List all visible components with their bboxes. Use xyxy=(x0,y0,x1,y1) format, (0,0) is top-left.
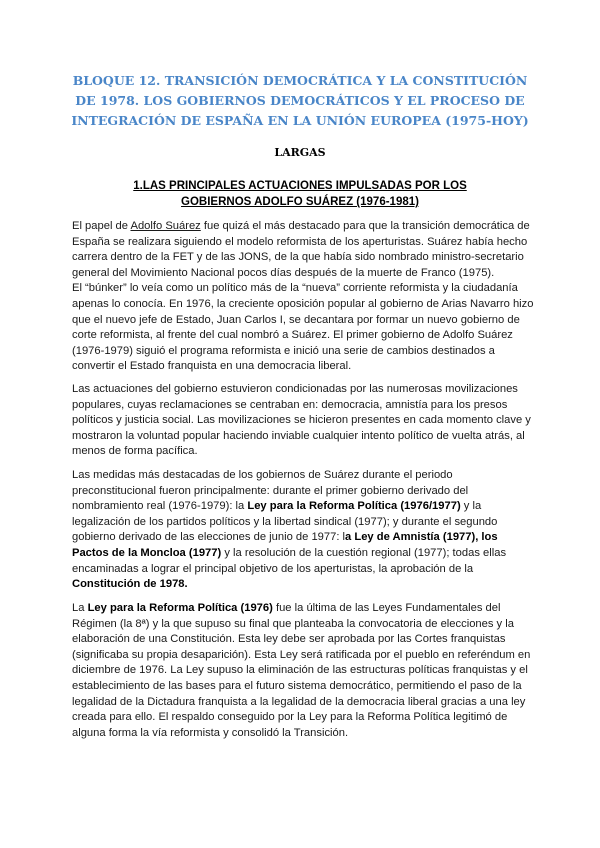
p3-bold-ley-reforma: Ley para la Reforma Política (1976/1977) xyxy=(247,500,461,513)
p3-text-a: Las medidas más destacadas de los gobiernos de Suárez durante el periodo preconstitucional fueron principalmente: durante el primer gobierno derivado del nombramiento real (1976-1979): la xyxy=(72,469,469,513)
p3-text-c: y la legalización de los partidos políticos y la libertad sindical (1977); y durante el segundo gobierno derivado de las elecciones de junio de 1977: l xyxy=(72,500,498,544)
paragraph-4 xyxy=(72,601,534,741)
p4-text-a: La xyxy=(72,602,88,614)
paragraph-2: Las actuaciones del gobierno estuvieron condicionadas por las numerosas movilizaciones populares, cuyas reclamaciones se centraban en: democracia, amnistía para los presos políticos y justicia social. Las movilizaciones se hicieron presentes en cada momento clave y mostraron la voluntad popular haciendo inviable cualquier intento político de vuelta atrás, al menos de forma pacífica. xyxy=(72,383,531,458)
adolfo-suarez-link[interactable]: Adolfo Suárez xyxy=(130,220,201,232)
p3-bold-amnistia-pactos: a Ley de Amnistía (1977), los Pactos de la Moncloa (1977) xyxy=(72,531,498,559)
p3-bold-constitucion: Constitución de 1978. xyxy=(72,578,188,591)
paragraph-1 xyxy=(72,219,534,375)
p1-text-a: El papel de xyxy=(72,220,131,232)
p4-text-c: fue la última de las Leyes Fundamentales del Régimen (la 8ª) y la que supuso su final que planteaba la convocatoria de elecciones y la elaboración de una Constitución. Esta ley debe ser aprobada por las Cortes franquistas (significaba su propia desaparición). Esta Ley será ratificada por el pueblo en referéndum en diciembre de 1976. La Ley supuso la eliminación de las estructuras políticas franquistas y el establecimiento de las bases para el futuro sistema democrático, permitiendo el paso de la legalidad de la Dictadura franquista a la legalidad de la democracia liberal gracias a una ley creada para ello. El respaldo conseguido por la Ley para la Reforma Política legitimó de alguna forma la vía reformista y consolidó la Transición. xyxy=(72,602,531,739)
paragraph-3 xyxy=(72,468,534,593)
p1-text-c: El “búnker” lo veía como un político más de la “nueva” corriente reformista y la ciudadanía apenas lo conocía. En 1976, la creciente oposición popular al gobierno de Arias Navarro hizo que el nuevo jefe de Estado, Juan Carlos I, se decantara por formar un nuevo gobierno de corte reformista, al frente del cual nombró a Suárez. El primer gobierno de Adolfo Suárez (1976-1979) siguió el programa reformista e inició una serie de cambios destinados a convertir el Estado franquista en una democracia liberal. xyxy=(72,282,534,373)
document-title: BLOQUE 12. TRANSICIÓN DEMOCRÁTICA Y LA CONSTITUCIÓN DE 1978. LOS GOBIERNOS DEMOCRÁTICOS Y EL PROCESO DE INTEGRACIÓN DE ESPAÑA EN LA UNIÓN EUROPEA (1975-HOY) xyxy=(71,73,529,128)
p1-text-b: fue quizá el más destacado para que la transición democrática de España se realizara siguiendo el modelo reformista de los aperturistas. Suárez había hecho carrera dentro de la FET y de las JONS, de la que había sido nombrado ministro-secretario general del Movimiento Nacional pocos días después de la muerte de Franco (1975). xyxy=(72,220,530,279)
p4-bold-ley-reforma: Ley para la Reforma Política (1976) xyxy=(87,602,273,614)
subtitle-largas: LARGAS xyxy=(274,146,326,159)
p3-text-d: y la resolución de la cuestión regional (1977); todas ellas encaminadas a lograr el principal objetivo de los aperturistas, la aprobación de la xyxy=(72,546,507,575)
section-heading: 1.LAS PRINCIPALES ACTUACIONES IMPULSADAS POR LOS GOBIERNOS ADOLFO SUÁREZ (1976-1981) xyxy=(133,180,467,208)
